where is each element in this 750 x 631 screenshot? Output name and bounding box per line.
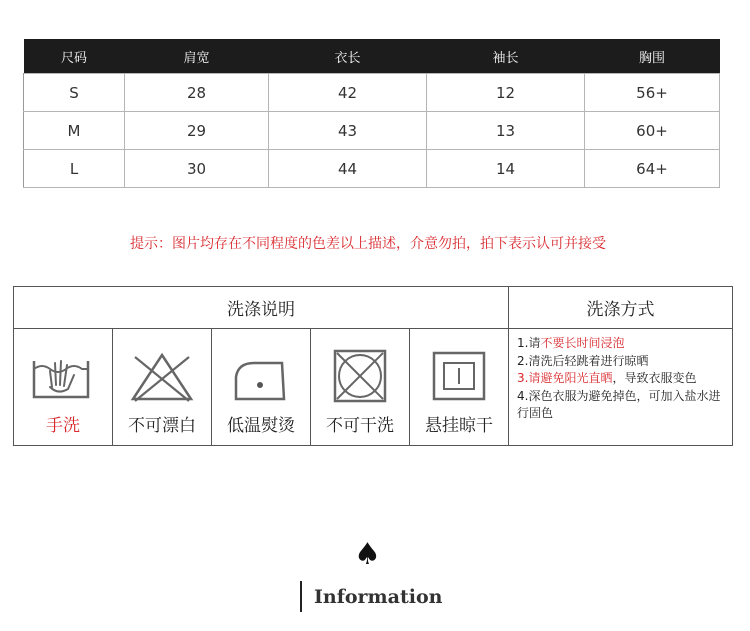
note-1-prefix: 1.请	[517, 336, 541, 350]
table-cell: 44	[269, 150, 427, 188]
table-cell: 13	[427, 112, 585, 150]
table-cell: 42	[269, 74, 427, 112]
care-label-no-bleach: 不可漂白	[128, 416, 196, 436]
size-table	[23, 39, 720, 188]
care-label-no-dry-clean: 不可干洗	[326, 416, 394, 436]
wash-instructions-header: 洗涤说明	[14, 287, 509, 329]
table-row	[24, 112, 720, 150]
col-header-shoulder: 肩宽	[125, 39, 269, 74]
table-row	[24, 74, 720, 112]
table-row	[24, 150, 720, 188]
care-cell-no-dry-clean	[311, 329, 410, 445]
care-cell-hand-wash	[14, 329, 113, 445]
size-table-header-row	[24, 39, 720, 74]
wash-method-notes	[517, 335, 729, 423]
table-cell: 12	[427, 74, 585, 112]
table-cell: 56+	[585, 74, 720, 112]
care-cell-line-dry	[410, 329, 509, 445]
information-title: Information	[314, 586, 443, 608]
table-cell: S	[24, 74, 125, 112]
care-cell-no-bleach	[113, 329, 212, 445]
care-label-line-dry: 悬挂晾干	[425, 416, 493, 436]
wash-care-table	[13, 286, 733, 446]
no-bleach-icon	[127, 347, 197, 405]
col-header-sleeve: 袖长	[427, 39, 585, 74]
no-dry-clean-icon	[327, 347, 393, 405]
wash-method-header: 洗涤方式	[509, 287, 732, 329]
col-header-size: 尺码	[24, 39, 125, 74]
table-cell: 64+	[585, 150, 720, 188]
table-cell: 43	[269, 112, 427, 150]
care-label-low-iron: 低温熨烫	[227, 416, 295, 436]
line-dry-icon	[426, 347, 492, 405]
table-cell: M	[24, 112, 125, 150]
col-header-length: 衣长	[269, 39, 427, 74]
note-1	[517, 335, 729, 353]
low-iron-icon	[228, 347, 294, 405]
table-cell: L	[24, 150, 125, 188]
hand-wash-icon	[30, 347, 96, 405]
table-cell: 14	[427, 150, 585, 188]
note-3-highlight: 3.请避免阳光直晒	[517, 371, 613, 385]
care-cell-low-iron	[212, 329, 311, 445]
col-header-chest: 胸围	[585, 39, 720, 74]
info-divider	[300, 581, 302, 612]
color-difference-tip: 提示：图片均存在不同程度的色差以上描述，介意勿拍，拍下表示认可并接受	[130, 236, 606, 252]
note-2: 2.清洗后轻跳着进行晾晒	[517, 353, 649, 368]
table-cell: 29	[125, 112, 269, 150]
note-3	[517, 370, 729, 388]
table-cell: 28	[125, 74, 269, 112]
table-cell: 60+	[585, 112, 720, 150]
spade-icon: ♠	[354, 537, 381, 572]
care-label-hand-wash: 手洗	[46, 416, 80, 436]
table-cell: 30	[125, 150, 269, 188]
note-3-rest: ，导致衣服变色	[612, 371, 697, 385]
note-4: 4.深色衣服为避免掉色，可加入盐水进行固色	[517, 388, 721, 420]
note-1-highlight: 不要长时间浸泡	[540, 336, 625, 350]
